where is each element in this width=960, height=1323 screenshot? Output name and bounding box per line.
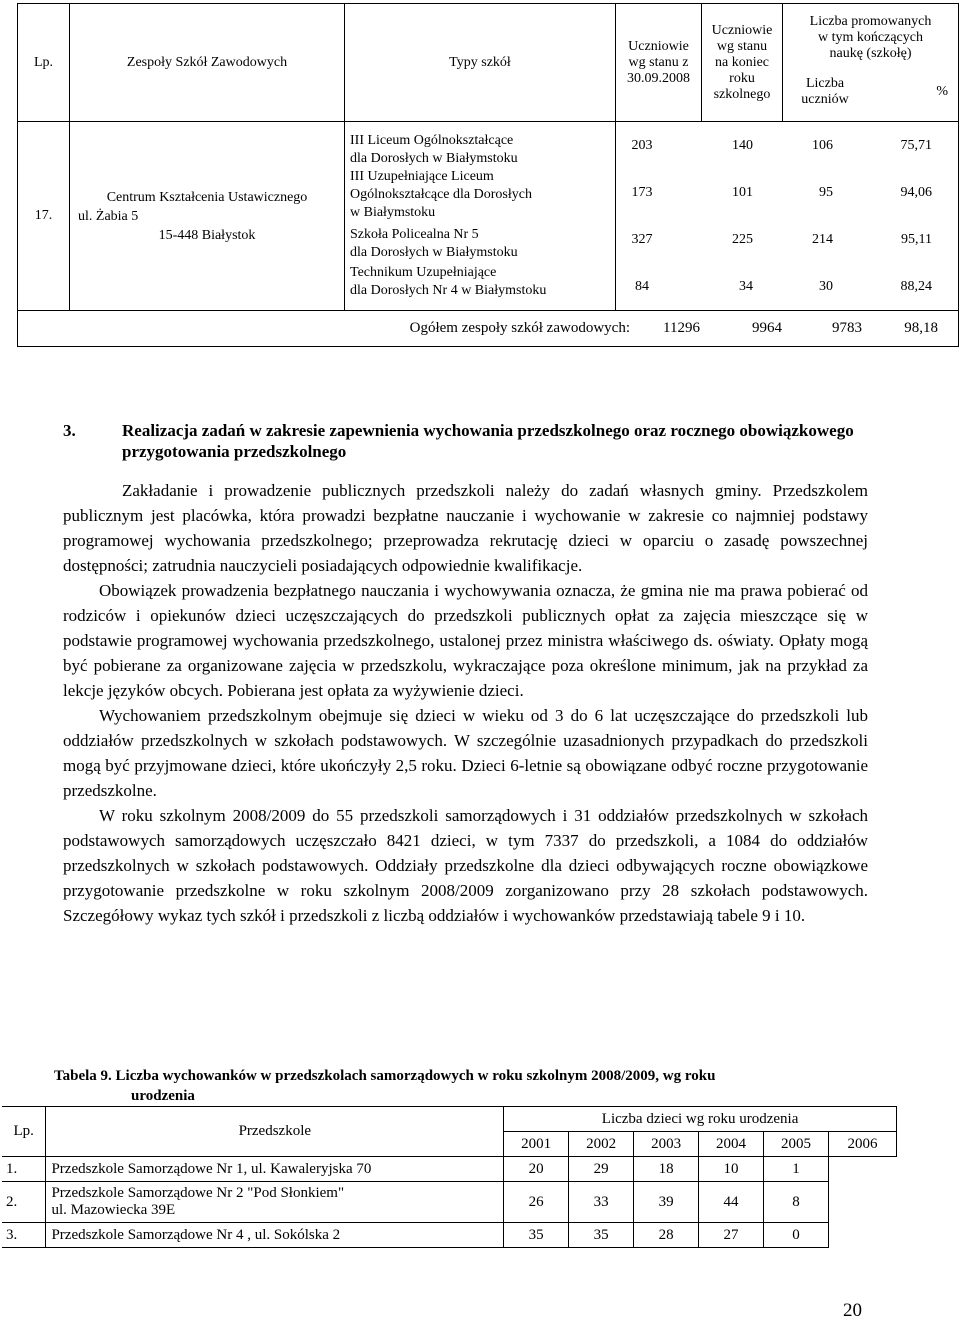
row-zespol: Centrum Kształcenia Ustawicznego ul. Żabia 5 15-448 Białystok bbox=[70, 122, 345, 311]
values-row: 84 34 30 88,24 bbox=[635, 278, 932, 294]
header-year: 2002 bbox=[569, 1132, 634, 1157]
header-liczba: Liczba uczniów bbox=[801, 76, 849, 107]
total-value: 9964 bbox=[752, 320, 782, 336]
school-1: III Liceum Ogólnokształcące dla Dorosłych w Białymstoku III Uzupełniające Liceum Ogólnokształcące dla Dorosłych w Białymstoku bbox=[350, 133, 532, 220]
preschool-table bbox=[2, 1106, 897, 1248]
section-title: Realizacja zadań w zakresie zapewnienia wychowania przedszkolnego oraz rocznego obowiązkowego przygotowania przedszkolnego bbox=[122, 421, 854, 461]
header-uczniowie-start: Uczniowie wg stanu z 30.09.2008 bbox=[616, 4, 702, 122]
header-lp: Lp. bbox=[18, 4, 70, 122]
school-2: Szkoła Policealna Nr 5 dla Dorosłych w Białymstoku bbox=[350, 227, 518, 260]
table-caption: Tabela 9. Liczba wychowanków w przedszkolach samorządowych w roku szkolnym 2008/2009, wg roku urodzenia bbox=[54, 1068, 716, 1104]
row-values bbox=[616, 122, 959, 311]
paragraph: W roku szkolnym 2008/2009 do 55 przedszkoli samorządowych i 31 oddziałów przedszkolnych w szkołach podstawowych samorządowych uczęszczało 8421 dzieci, w tym 7337 do przedszkoli, a 1084 do oddziałów przedszkolnych w szkołach podstawowych. Oddziały przedszkolne dla dzieci odbywających roczne obowiązkowe przygotowanie przedszkolne w roku szkolnym 2008/2009 zorganizowano przy 28 szkołach podstawowych. Szczegółowy wykaz tych szkół i przedszkoli z liczbą oddziałów i wychowanków przedstawiają tabele 9 i 10. bbox=[63, 806, 868, 925]
total-value: 9783 bbox=[832, 320, 862, 336]
section-heading bbox=[63, 420, 923, 462]
total-label: Ogółem zespoły szkół zawodowych: bbox=[409, 320, 630, 336]
header-uczniowie-end: Uczniowie wg stanu na koniec roku szkolnego bbox=[702, 4, 783, 122]
table-row: 3. Przedszkole Samorządowe Nr 4 , ul. Sokólska 2 35 35 28 27 0 bbox=[2, 1223, 897, 1248]
header-year: 2003 bbox=[634, 1132, 699, 1157]
header-promowani: Liczba promowanych w tym kończących naukę (szkołę) Liczba uczniów % bbox=[783, 4, 959, 122]
paragraph: Wychowaniem przedszkolnym obejmuje się dzieci w wieku od 3 do 6 lat uczęszczające do przedszkoli lub oddziałów przedszkolnych w szkołach podstawowych. W szczególnie uzasadnionych przypadkach do przedszkoli mogą być przyjmowane dzieci, które ukończyły 2,5 roku. Dzieci 6-letnie są obowiązane odbyć roczne przygotowanie przedszkolne. bbox=[63, 706, 868, 800]
total-value: 11296 bbox=[663, 320, 700, 336]
row-schools bbox=[345, 122, 616, 311]
row-lp: 17. bbox=[18, 122, 70, 311]
total-value: 98,18 bbox=[904, 320, 938, 336]
section-number: 3. bbox=[63, 421, 76, 440]
header-typy: Typy szkół bbox=[345, 4, 616, 122]
table-row: 2. Przedszkole Samorządowe Nr 2 "Pod Słonkiem" ul. Mazowiecka 39E 26 33 39 44 8 bbox=[2, 1182, 897, 1223]
header-year: 2006 bbox=[829, 1132, 897, 1157]
section-body bbox=[63, 478, 868, 928]
paragraph: Zakładanie i prowadzenie publicznych przedszkoli należy do zadań własnych gminy. Przedszkolem publicznym jest placówka, która prowadzi bezpłatne nauczanie i wychowanie w zakresie co najmniej podstawy programowej wychowania przedszkolnego; przeprowadza rekrutację dzieci w oparciu o zasadę powszechnej dostępności; zatrudnia nauczycieli posiadających odpowiednie kwalifikacje. bbox=[63, 481, 868, 575]
total-row bbox=[18, 311, 959, 347]
header-year: 2005 bbox=[764, 1132, 829, 1157]
header-year: 2004 bbox=[699, 1132, 764, 1157]
header-przedszkole: Przedszkole bbox=[46, 1107, 504, 1157]
values-row: 327 225 214 95,11 bbox=[631, 231, 932, 247]
header-lp: Lp. bbox=[2, 1107, 46, 1157]
values-row: 203 140 106 75,71 bbox=[631, 137, 932, 153]
header-group: Liczba dzieci wg roku urodzenia bbox=[504, 1107, 897, 1132]
table-row: 1. Przedszkole Samorządowe Nr 1, ul. Kawaleryjska 70 20 29 18 10 1 bbox=[2, 1157, 897, 1182]
page-number: 20 bbox=[843, 1300, 862, 1321]
header-procent: % bbox=[936, 84, 948, 99]
values-row: 173 101 95 94,06 bbox=[631, 184, 932, 200]
school-3: Technikum Uzupełniające dla Dorosłych Nr 4 w Białymstoku bbox=[350, 265, 547, 298]
vocational-schools-table bbox=[17, 3, 959, 347]
paragraph: Obowiązek prowadzenia bezpłatnego nauczania i wychowywania oznacza, że gmina nie ma prawa pobierać od rodziców i opiekunów dzieci uczęszczających do przedszkoli publicznych opłat za zajęcia mieszczące się w podstawie programowej wychowania przedszkolnego, ustalonej przez ministra właściwego ds. oświaty. Opłaty mogą być pobierane za organizowane zajęcia w przedszkolu, wykraczające poza określone minimum, jak na przykład za lekcje języków obcych. Pobierana jest opłata za wyżywienie dzieci. bbox=[63, 581, 868, 700]
header-zespoly: Zespoły Szkół Zawodowych bbox=[70, 4, 345, 122]
header-year: 2001 bbox=[504, 1132, 569, 1157]
